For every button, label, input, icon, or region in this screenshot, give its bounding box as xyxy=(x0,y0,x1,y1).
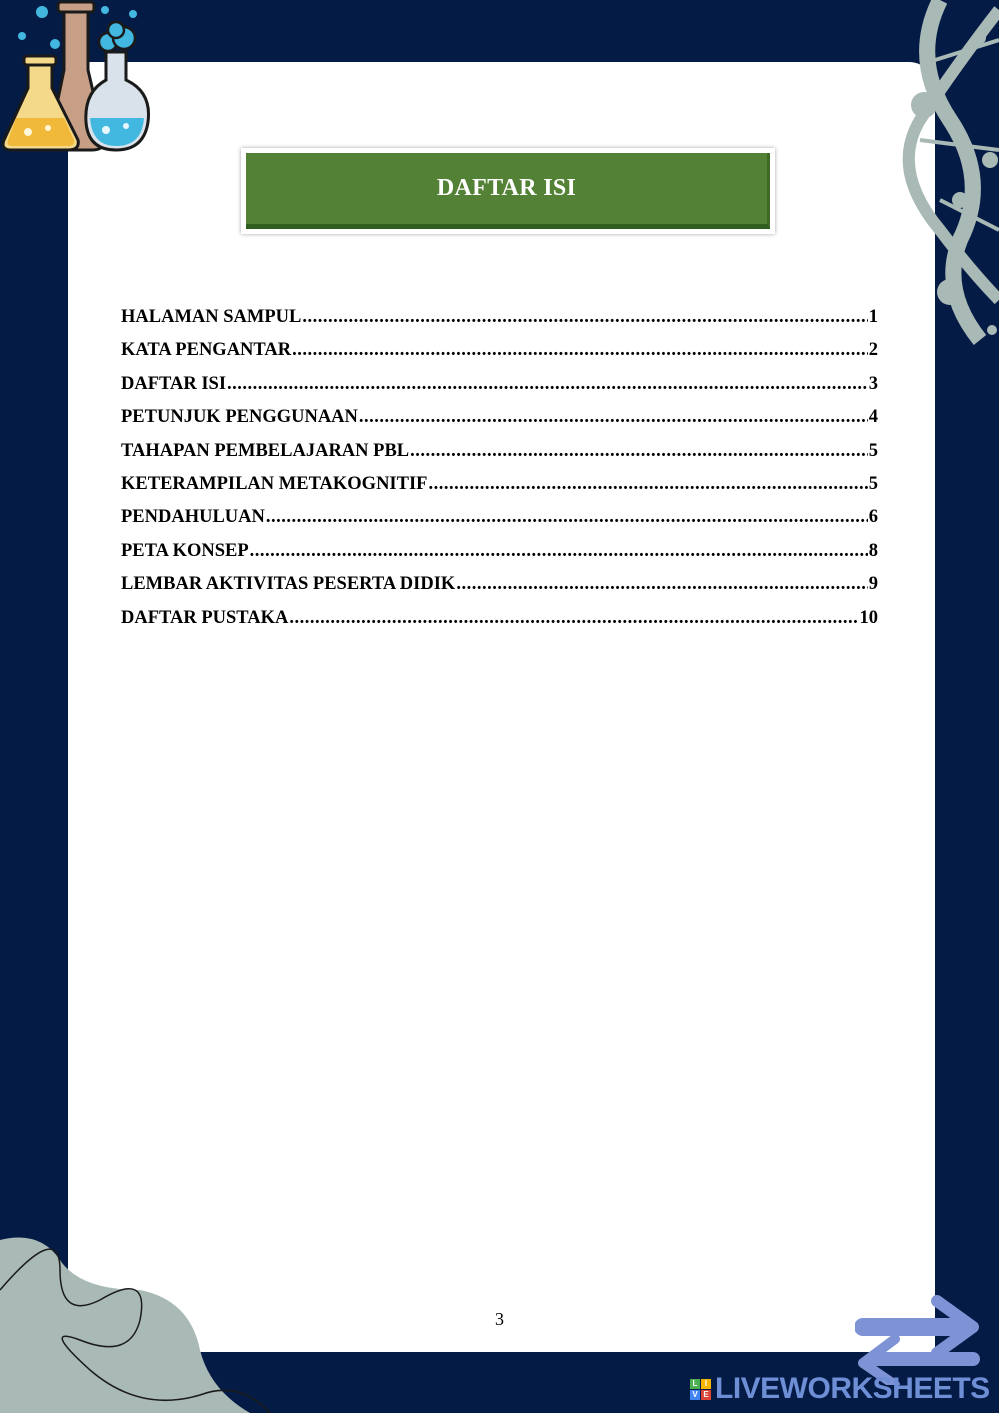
watermark-text: LIVEWORKSHEETS xyxy=(715,1372,990,1405)
page-sheet xyxy=(68,62,935,1352)
toc-dot-leader xyxy=(410,441,868,462)
toc-entry-page: 6 xyxy=(868,507,878,528)
lab-flasks-icon xyxy=(0,0,160,160)
toc-entry-title: PETA KONSEP xyxy=(121,540,249,561)
toc-entry-title: HALAMAN SAMPUL xyxy=(121,307,302,327)
toc-entry-title: DAFTAR ISI xyxy=(121,373,227,394)
toc-entry-title: PENDAHULUAN xyxy=(121,507,265,528)
dna-helix-decoration xyxy=(880,0,999,350)
toc-entry-page: 3 xyxy=(868,373,878,394)
toc-entry-title: LEMBAR AKTIVITAS PESERTA DIDIK xyxy=(121,574,456,595)
title-banner xyxy=(241,148,775,234)
liveworksheets-watermark xyxy=(690,1373,990,1405)
toc-dot-leader xyxy=(428,474,867,495)
toc-entry[interactable] xyxy=(121,474,878,507)
toc-entry[interactable] xyxy=(121,541,878,574)
toc-entry[interactable] xyxy=(121,441,878,474)
toc-entry-page: 1 xyxy=(868,307,878,327)
logo-letter: L xyxy=(690,1379,700,1389)
toc-entry-page: 2 xyxy=(868,340,878,361)
page-number: 3 xyxy=(495,1309,504,1329)
toc-dot-leader xyxy=(266,507,868,528)
toc-entry[interactable] xyxy=(121,307,878,340)
toc-dot-leader xyxy=(227,374,868,395)
toc-entry[interactable] xyxy=(121,608,878,641)
toc-entry-page: 5 xyxy=(868,473,878,494)
toc-dot-leader xyxy=(289,608,858,629)
toc-entry[interactable] xyxy=(121,574,878,607)
toc-entry-title: KATA PENGANTAR xyxy=(121,340,292,361)
toc-entry[interactable] xyxy=(121,340,878,373)
toc-dot-leader xyxy=(302,307,867,328)
toc-dot-leader xyxy=(456,574,867,595)
table-of-contents xyxy=(121,307,878,641)
toc-entry-page: 9 xyxy=(868,574,878,595)
toc-entry-title: KETERAMPILAN METAKOGNITIF xyxy=(121,473,428,494)
toc-entry[interactable] xyxy=(121,507,878,540)
page-title: DAFTAR ISI xyxy=(246,153,770,229)
toc-dot-leader xyxy=(359,407,868,428)
toc-entry-title: DAFTAR PUSTAKA xyxy=(121,607,289,628)
toc-entry-page: 5 xyxy=(868,440,878,461)
toc-entry-title: TAHAPAN PEMBELAJARAN PBL xyxy=(121,440,410,461)
toc-entry-page: 8 xyxy=(868,540,878,561)
toc-dot-leader xyxy=(292,340,868,361)
toc-dot-leader xyxy=(250,541,868,562)
toc-entry[interactable] xyxy=(121,374,878,407)
logo-letter: I xyxy=(701,1379,711,1389)
logo-letter: V xyxy=(690,1390,700,1400)
toc-entry[interactable] xyxy=(121,407,878,440)
toc-entry-page: 10 xyxy=(859,607,878,628)
toc-entry-page: 4 xyxy=(868,407,878,428)
logo-letter: E xyxy=(701,1390,711,1400)
toc-entry-title: PETUNJUK PENGGUNAAN xyxy=(121,407,358,428)
liveworksheets-logo-icon xyxy=(690,1379,711,1400)
